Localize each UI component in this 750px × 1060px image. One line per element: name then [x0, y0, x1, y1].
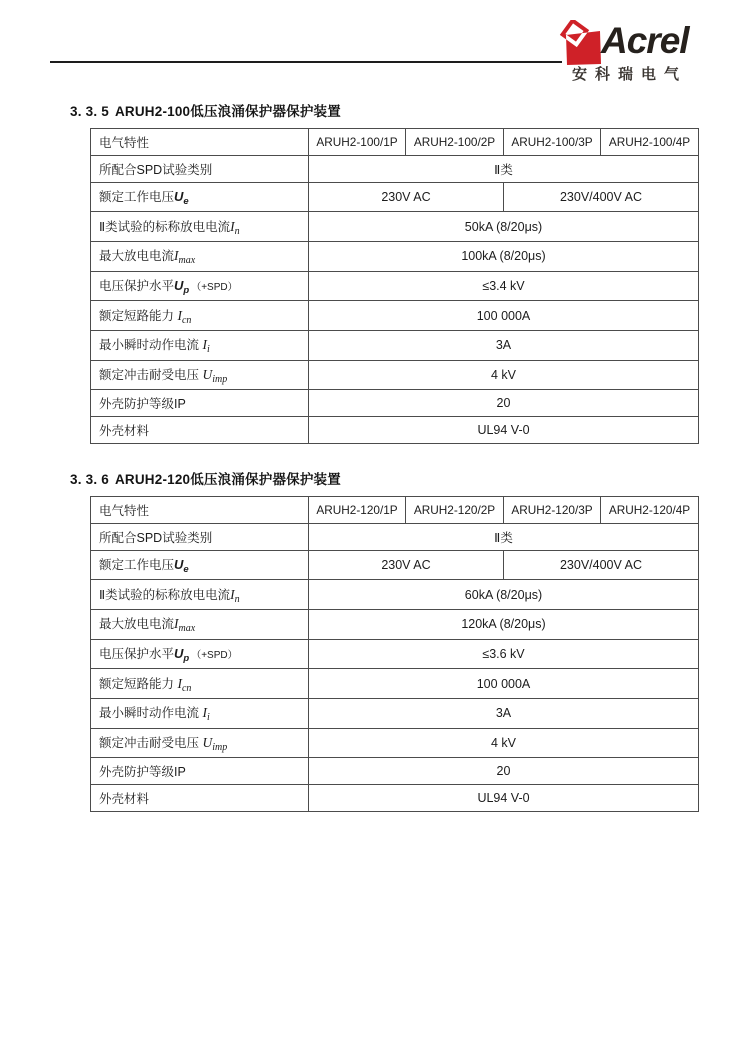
spec-label-cell: Ⅱ类试验的标称放电电流$I_n$ — [91, 212, 309, 242]
table-header-row — [91, 497, 699, 524]
table-row — [91, 330, 699, 360]
section-number: 3. 3. 5 — [70, 104, 109, 119]
table-row — [91, 698, 699, 728]
section-number: 3. 3. 6 — [70, 472, 109, 487]
brand-name-cn: 安科瑞电气 — [572, 66, 688, 83]
table-header-row — [91, 129, 699, 156]
section-title — [70, 468, 699, 488]
spec-value-cell: 60kA (8/20μs) — [309, 580, 699, 610]
table-row — [91, 417, 699, 444]
table-row — [91, 360, 699, 390]
spec-value-cell: 3A — [309, 698, 699, 728]
spec-label-cell: 最小瞬时动作电流 $I_i$ — [91, 698, 309, 728]
spec-value-cell: 100 000A — [309, 301, 699, 331]
spec-value-cell: ≤3.6 kV — [309, 639, 699, 669]
corner-header-cell: 电气特性 — [91, 129, 309, 156]
spec-label-cell: 外壳材料 — [91, 417, 309, 444]
model-header-cell: ARUH2-100/4P — [601, 129, 699, 156]
spec-value-cell: 100 000A — [309, 669, 699, 699]
spec-value-cell: 4 kV — [309, 360, 699, 390]
table-row — [91, 758, 699, 785]
section-title-text: ARUH2-100低压浪涌保护器保护装置 — [114, 104, 341, 119]
table-row — [91, 639, 699, 669]
spec-label-cell: 电压保护水平$U_p$ （+SPD） — [91, 271, 309, 301]
spec-value-cell: 100kA (8/20μs) — [309, 241, 699, 271]
spec-label-cell: 额定冲击耐受电压 $U_{imp}$ — [91, 360, 309, 390]
spec-label-cell: 额定工作电压$U_e$ — [91, 182, 309, 212]
model-header-cell: ARUH2-120/4P — [601, 497, 699, 524]
spec-label-cell: Ⅱ类试验的标称放电电流$I_n$ — [91, 580, 309, 610]
spec-label-cell: 最大放电电流$I_{max}$ — [91, 241, 309, 271]
spec-value-cell: 230V/400V AC — [504, 550, 699, 580]
spec-label-cell: 外壳防护等级IP — [91, 390, 309, 417]
spec-label-cell: 最大放电电流$I_{max}$ — [91, 609, 309, 639]
section-title-text: ARUH2-120低压浪涌保护器保护装置 — [114, 472, 341, 487]
spec-label-cell: 外壳防护等级IP — [91, 758, 309, 785]
acrel-logo-icon — [556, 20, 604, 66]
table-row — [91, 609, 699, 639]
model-header-cell: ARUH2-100/3P — [504, 129, 601, 156]
table-row — [91, 728, 699, 758]
model-header-cell: ARUH2-100/1P — [309, 129, 406, 156]
spec-label-cell: 电压保护水平$U_p$ （+SPD） — [91, 639, 309, 669]
spec-label-cell: 额定冲击耐受电压 $U_{imp}$ — [91, 728, 309, 758]
table-row — [91, 301, 699, 331]
spec-label-cell: 外壳材料 — [91, 785, 309, 812]
table-row — [91, 182, 699, 212]
spec-value-cell: 120kA (8/20μs) — [309, 609, 699, 639]
header-rule — [50, 61, 562, 63]
table-row — [91, 669, 699, 699]
spec-value-cell: 230V AC — [309, 550, 504, 580]
spec-label-cell: 额定短路能力 $I_{cn}$ — [91, 669, 309, 699]
spec-value-cell: ≤3.4 kV — [309, 271, 699, 301]
model-header-cell: ARUH2-120/1P — [309, 497, 406, 524]
spec-value-cell: 20 — [309, 390, 699, 417]
spec-value-cell: 230V AC — [309, 182, 504, 212]
spec-value-cell: Ⅱ类 — [309, 155, 699, 182]
spec-label-cell: 额定短路能力 $I_{cn}$ — [91, 301, 309, 331]
spec-label-cell: 所配合SPD试验类别 — [91, 155, 309, 182]
model-header-cell: ARUH2-120/2P — [406, 497, 504, 524]
spec-label-cell: 额定工作电压$U_e$ — [91, 550, 309, 580]
spec-value-cell: 20 — [309, 758, 699, 785]
brand-name: Acrel — [601, 20, 689, 61]
table-row — [91, 155, 699, 182]
table-row — [91, 271, 699, 301]
table-row — [91, 550, 699, 580]
spec-value-cell: 50kA (8/20μs) — [309, 212, 699, 242]
spec-value-cell: 3A — [309, 330, 699, 360]
spec-table — [90, 128, 699, 444]
table-row — [91, 241, 699, 271]
spec-value-cell: 230V/400V AC — [504, 182, 699, 212]
spec-value-cell: 4 kV — [309, 728, 699, 758]
spec-section — [70, 100, 699, 444]
spec-label-cell: 最小瞬时动作电流 $I_i$ — [91, 330, 309, 360]
table-row — [91, 580, 699, 610]
table-row — [91, 212, 699, 242]
spec-value-cell: UL94 V-0 — [309, 785, 699, 812]
spec-label-cell: 所配合SPD试验类别 — [91, 523, 309, 550]
spec-table — [90, 496, 699, 812]
model-header-cell: ARUH2-120/3P — [504, 497, 601, 524]
model-header-cell: ARUH2-100/2P — [406, 129, 504, 156]
section-title — [70, 100, 699, 120]
spec-value-cell: UL94 V-0 — [309, 417, 699, 444]
table-row — [91, 390, 699, 417]
corner-header-cell: 电气特性 — [91, 497, 309, 524]
spec-value-cell: Ⅱ类 — [309, 523, 699, 550]
table-row — [91, 785, 699, 812]
table-row — [91, 523, 699, 550]
spec-section — [70, 468, 699, 812]
